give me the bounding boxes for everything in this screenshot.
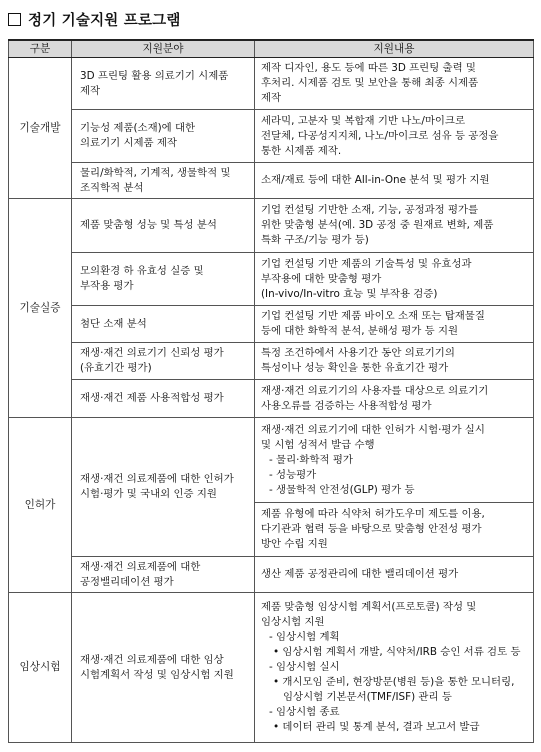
content-cell: 세라믹, 고분자 및 복합재 기반 나노/마이크로 전달체, 다공성지지체, 나노/마이크로 섬유 등 공정을 통한 시제품 제작. <box>255 110 534 163</box>
field-cell: 첨단 소재 분석 <box>72 306 255 343</box>
field-cell: 재생·재건 의료제품에 대한 공정밸리데이션 평가 <box>72 557 255 593</box>
table-row <box>9 593 534 743</box>
field-cell: 재생·재건 의료기기 신뢰성 평가 (유효기간 평가) <box>72 343 255 380</box>
field-cell: 제품 맞춤형 성능 및 특성 분석 <box>72 199 255 253</box>
category-cell: 기술실증 <box>9 199 72 418</box>
table-row <box>9 163 534 199</box>
category-cell: 임상시험 <box>9 593 72 743</box>
category-cell: 기술개발 <box>9 58 72 199</box>
content-cell: 재생·재건 의료기기의 사용자를 대상으로 의료기기 사용오류를 검증하는 사용적합성 평가 <box>255 380 534 418</box>
content-cell: 기업 컨설팅 기반 제품의 기술특성 및 유효성과 부작용에 대한 맞춤형 평가 (In-vivo/In-vitro 효능 및 부작용 검증) <box>255 253 534 306</box>
checkbox-icon <box>8 13 21 26</box>
field-cell: 3D 프린팅 활용 의료기기 시제품 제작 <box>72 58 255 110</box>
table-row <box>9 343 534 380</box>
content-cell: 기업 컨설팅 기반한 소재, 기능, 공정과정 평가를 위한 맞춤형 분석(예. 3D 공정 중 원재료 변화, 제품 특화 구조/기능 평가 등) <box>255 199 534 253</box>
table-row <box>9 199 534 253</box>
header-field: 지원분야 <box>72 40 255 58</box>
field-cell: 재생·재건 제품 사용적합성 평가 <box>72 380 255 418</box>
section-heading <box>8 9 181 29</box>
content-cell: 생산 제품 공정관리에 대한 밸리데이션 평가 <box>255 557 534 593</box>
table-row <box>9 557 534 593</box>
content-cell: 기업 컨설팅 기반 제품 바이오 소재 또는 탑재물질 등에 대한 화학적 분석, 분해성 평가 등 지원 <box>255 306 534 343</box>
table-row <box>9 380 534 418</box>
table-row <box>9 58 534 110</box>
category-cell: 인허가 <box>9 418 72 593</box>
content-cell: 특정 조건하에서 사용기간 동안 의료기기의 특성이나 성능 확인을 통한 유효기간 평가 <box>255 343 534 380</box>
content-cell: 소재/재료 등에 대한 All-in-One 분석 및 평가 지원 <box>255 163 534 199</box>
header-content: 지원내용 <box>255 40 534 58</box>
table-row <box>9 418 534 503</box>
header-category: 구분 <box>9 40 72 58</box>
field-cell: 재생·재건 의료제품에 대한 인허가 시험·평가 및 국내외 인증 지원 <box>72 418 255 557</box>
table-header-row <box>9 40 534 58</box>
table-row <box>9 306 534 343</box>
section-heading-text: 정기 기술지원 프로그램 <box>28 12 181 29</box>
support-program-table <box>8 39 534 743</box>
content-cell: 제품 맞춤형 임상시험 계획서(프로토콜) 작성 및 임상시험 지원 - 임상시험 계획 • 임상시험 계획서 개발, 식약처/IRB 승인 서류 검토 등 - 임상시험 실시 • 개시모임 준비, 현장방문(병원 등)을 통한 모니터링, 임상시험 기본문서(TMF/ISF) 관리 등 - 임상시험 종료 • 데이터 관리 및 통계 분석, 결과 보고서 발급 <box>255 593 534 743</box>
field-cell: 기능성 제품(소재)에 대한 의료기기 시제품 제작 <box>72 110 255 163</box>
field-cell: 물리/화학적, 기계적, 생물학적 및 조직학적 분석 <box>72 163 255 199</box>
content-cell: 재생·재건 의료기기에 대한 인허가 시험·평가 실시 및 시험 성적서 발급 수행 - 물리·화학적 평가 - 성능평가 - 생물학적 안전성(GLP) 평가 등 <box>255 418 534 503</box>
field-cell: 모의환경 하 유효성 실증 및 부작용 평가 <box>72 253 255 306</box>
content-cell: 제품 유형에 따라 식약처 허가도우미 제도를 이용, 다기관과 협력 등을 바탕으로 맞춤형 안전성 평가 방안 수립 지원 <box>255 503 534 557</box>
table-row <box>9 253 534 306</box>
field-cell: 재생·재건 의료제품에 대한 임상 시험계획서 작성 및 임상시험 지원 <box>72 593 255 743</box>
content-cell: 제작 디자인, 용도 등에 따른 3D 프린팅 출력 및 후처리. 시제품 검토 및 보안을 통해 최종 시제품 제작 <box>255 58 534 110</box>
table-row <box>9 110 534 163</box>
